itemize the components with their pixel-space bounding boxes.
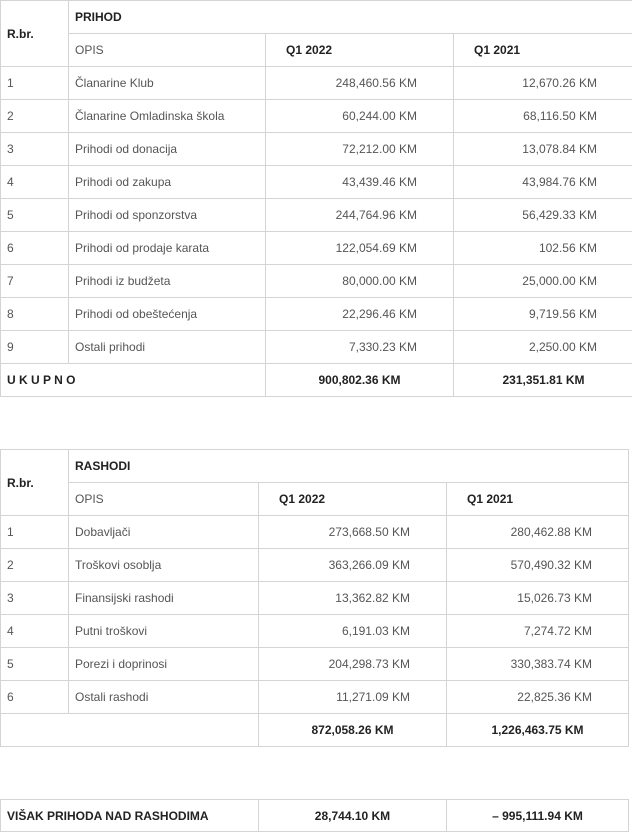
- column-header-q1-2021: Q1 2021: [447, 483, 629, 516]
- table-row: [1, 681, 629, 714]
- row-q1-2021: 15,026.73 KM: [447, 582, 629, 615]
- row-q1-2021: 2,250.00 KM: [454, 331, 632, 364]
- column-header-q1-2022: Q1 2022: [266, 34, 454, 67]
- rashodi-footer: [1, 714, 629, 747]
- row-opis: Ostali prihodi: [69, 331, 266, 364]
- row-q1-2022: 72,212.00 KM: [266, 133, 454, 166]
- rbr-header: R.br.: [1, 450, 69, 516]
- row-q1-2021: 570,490.32 KM: [447, 549, 629, 582]
- row-opis: Prihodi od donacija: [69, 133, 266, 166]
- row-q1-2022: 60,244.00 KM: [266, 100, 454, 133]
- row-q1-2022: 244,764.96 KM: [266, 199, 454, 232]
- row-opis: Ostali rashodi: [69, 681, 259, 714]
- column-header-q1-2022: Q1 2022: [259, 483, 447, 516]
- section-title: RASHODI: [69, 450, 629, 483]
- column-header-row: [1, 34, 632, 67]
- row-number: 3: [1, 582, 69, 615]
- column-header-opis: OPIS: [69, 34, 266, 67]
- row-q1-2022: 363,266.09 KM: [259, 549, 447, 582]
- total-row: [1, 364, 632, 397]
- row-q1-2021: 330,383.74 KM: [447, 648, 629, 681]
- table-row: [1, 232, 632, 265]
- section-title: PRIHOD: [69, 1, 632, 34]
- row-opis: Dobavljači: [69, 516, 259, 549]
- row-opis: Prihodi od sponzorstva: [69, 199, 266, 232]
- row-number: 1: [1, 67, 69, 100]
- row-q1-2021: 56,429.33 KM: [454, 199, 632, 232]
- visak-table: [0, 799, 629, 832]
- table-row: [1, 331, 632, 364]
- row-q1-2022: 11,271.09 KM: [259, 681, 447, 714]
- row-opis: Članarine Omladinska škola: [69, 100, 266, 133]
- visak-q1-2021: – 995,111.94 KM: [447, 800, 629, 832]
- table-row: [1, 516, 629, 549]
- row-number: 9: [1, 331, 69, 364]
- table-row: [1, 199, 632, 232]
- row-q1-2022: 6,191.03 KM: [259, 615, 447, 648]
- rbr-header: R.br.: [1, 1, 69, 67]
- row-q1-2021: 9,719.56 KM: [454, 298, 632, 331]
- rashodi-table: [0, 449, 629, 747]
- row-number: 6: [1, 232, 69, 265]
- table-row: [1, 166, 632, 199]
- table-row: [1, 100, 632, 133]
- row-q1-2022: 80,000.00 KM: [266, 265, 454, 298]
- row-number: 3: [1, 133, 69, 166]
- row-opis: Prihodi od zakupa: [69, 166, 266, 199]
- row-opis: Prihodi iz budžeta: [69, 265, 266, 298]
- row-opis: Članarine Klub: [69, 67, 266, 100]
- visak-row: [1, 800, 629, 832]
- row-q1-2022: 43,439.46 KM: [266, 166, 454, 199]
- row-q1-2022: 273,668.50 KM: [259, 516, 447, 549]
- row-number: 4: [1, 166, 69, 199]
- visak-label: VIŠAK PRIHODA NAD RASHODIMA: [1, 800, 259, 832]
- total-q1-2022: 900,802.36 KM: [266, 364, 454, 397]
- row-opis: Finansijski rashodi: [69, 582, 259, 615]
- row-q1-2021: 13,078.84 KM: [454, 133, 632, 166]
- row-q1-2021: 280,462.88 KM: [447, 516, 629, 549]
- row-number: 2: [1, 549, 69, 582]
- row-number: 5: [1, 648, 69, 681]
- row-q1-2021: 68,116.50 KM: [454, 100, 632, 133]
- row-q1-2022: 204,298.73 KM: [259, 648, 447, 681]
- prihod-table: [0, 0, 632, 397]
- rashodi-body: [1, 450, 629, 714]
- visak-q1-2022: 28,744.10 KM: [259, 800, 447, 832]
- table-row: [1, 265, 632, 298]
- total-q1-2022: 872,058.26 KM: [259, 714, 447, 747]
- column-header-row: [1, 483, 629, 516]
- row-q1-2021: 12,670.26 KM: [454, 67, 632, 100]
- total-label: U K U P N O: [1, 364, 266, 397]
- total-q1-2021: 231,351.81 KM: [454, 364, 632, 397]
- row-q1-2022: 13,362.82 KM: [259, 582, 447, 615]
- table-row: [1, 298, 632, 331]
- table-row: [1, 549, 629, 582]
- row-number: 7: [1, 265, 69, 298]
- row-q1-2022: 7,330.23 KM: [266, 331, 454, 364]
- row-q1-2021: 7,274.72 KM: [447, 615, 629, 648]
- row-q1-2021: 43,984.76 KM: [454, 166, 632, 199]
- row-opis: Prihodi od obeštećenja: [69, 298, 266, 331]
- row-opis: Putni troškovi: [69, 615, 259, 648]
- total-label: [1, 714, 259, 747]
- column-header-opis: OPIS: [69, 483, 259, 516]
- row-number: 5: [1, 199, 69, 232]
- prihod-footer: [1, 364, 632, 397]
- row-q1-2021: 25,000.00 KM: [454, 265, 632, 298]
- table-row: [1, 67, 632, 100]
- table-row: [1, 582, 629, 615]
- prihod-body: [1, 1, 632, 364]
- row-q1-2021: 22,825.36 KM: [447, 681, 629, 714]
- row-number: 6: [1, 681, 69, 714]
- row-opis: Prihodi od prodaje karata: [69, 232, 266, 265]
- total-row: [1, 714, 629, 747]
- column-header-q1-2021: Q1 2021: [454, 34, 632, 67]
- table-row: [1, 615, 629, 648]
- row-opis: Porezi i doprinosi: [69, 648, 259, 681]
- row-number: 8: [1, 298, 69, 331]
- row-number: 4: [1, 615, 69, 648]
- table-row: [1, 648, 629, 681]
- rashodi-title-row: [1, 450, 629, 483]
- row-q1-2022: 122,054.69 KM: [266, 232, 454, 265]
- row-opis: Troškovi osoblja: [69, 549, 259, 582]
- table-row: [1, 133, 632, 166]
- row-number: 1: [1, 516, 69, 549]
- total-q1-2021: 1,226,463.75 KM: [447, 714, 629, 747]
- row-q1-2021: 102.56 KM: [454, 232, 632, 265]
- row-q1-2022: 248,460.56 KM: [266, 67, 454, 100]
- prihod-title-row: [1, 1, 632, 34]
- row-q1-2022: 22,296.46 KM: [266, 298, 454, 331]
- row-number: 2: [1, 100, 69, 133]
